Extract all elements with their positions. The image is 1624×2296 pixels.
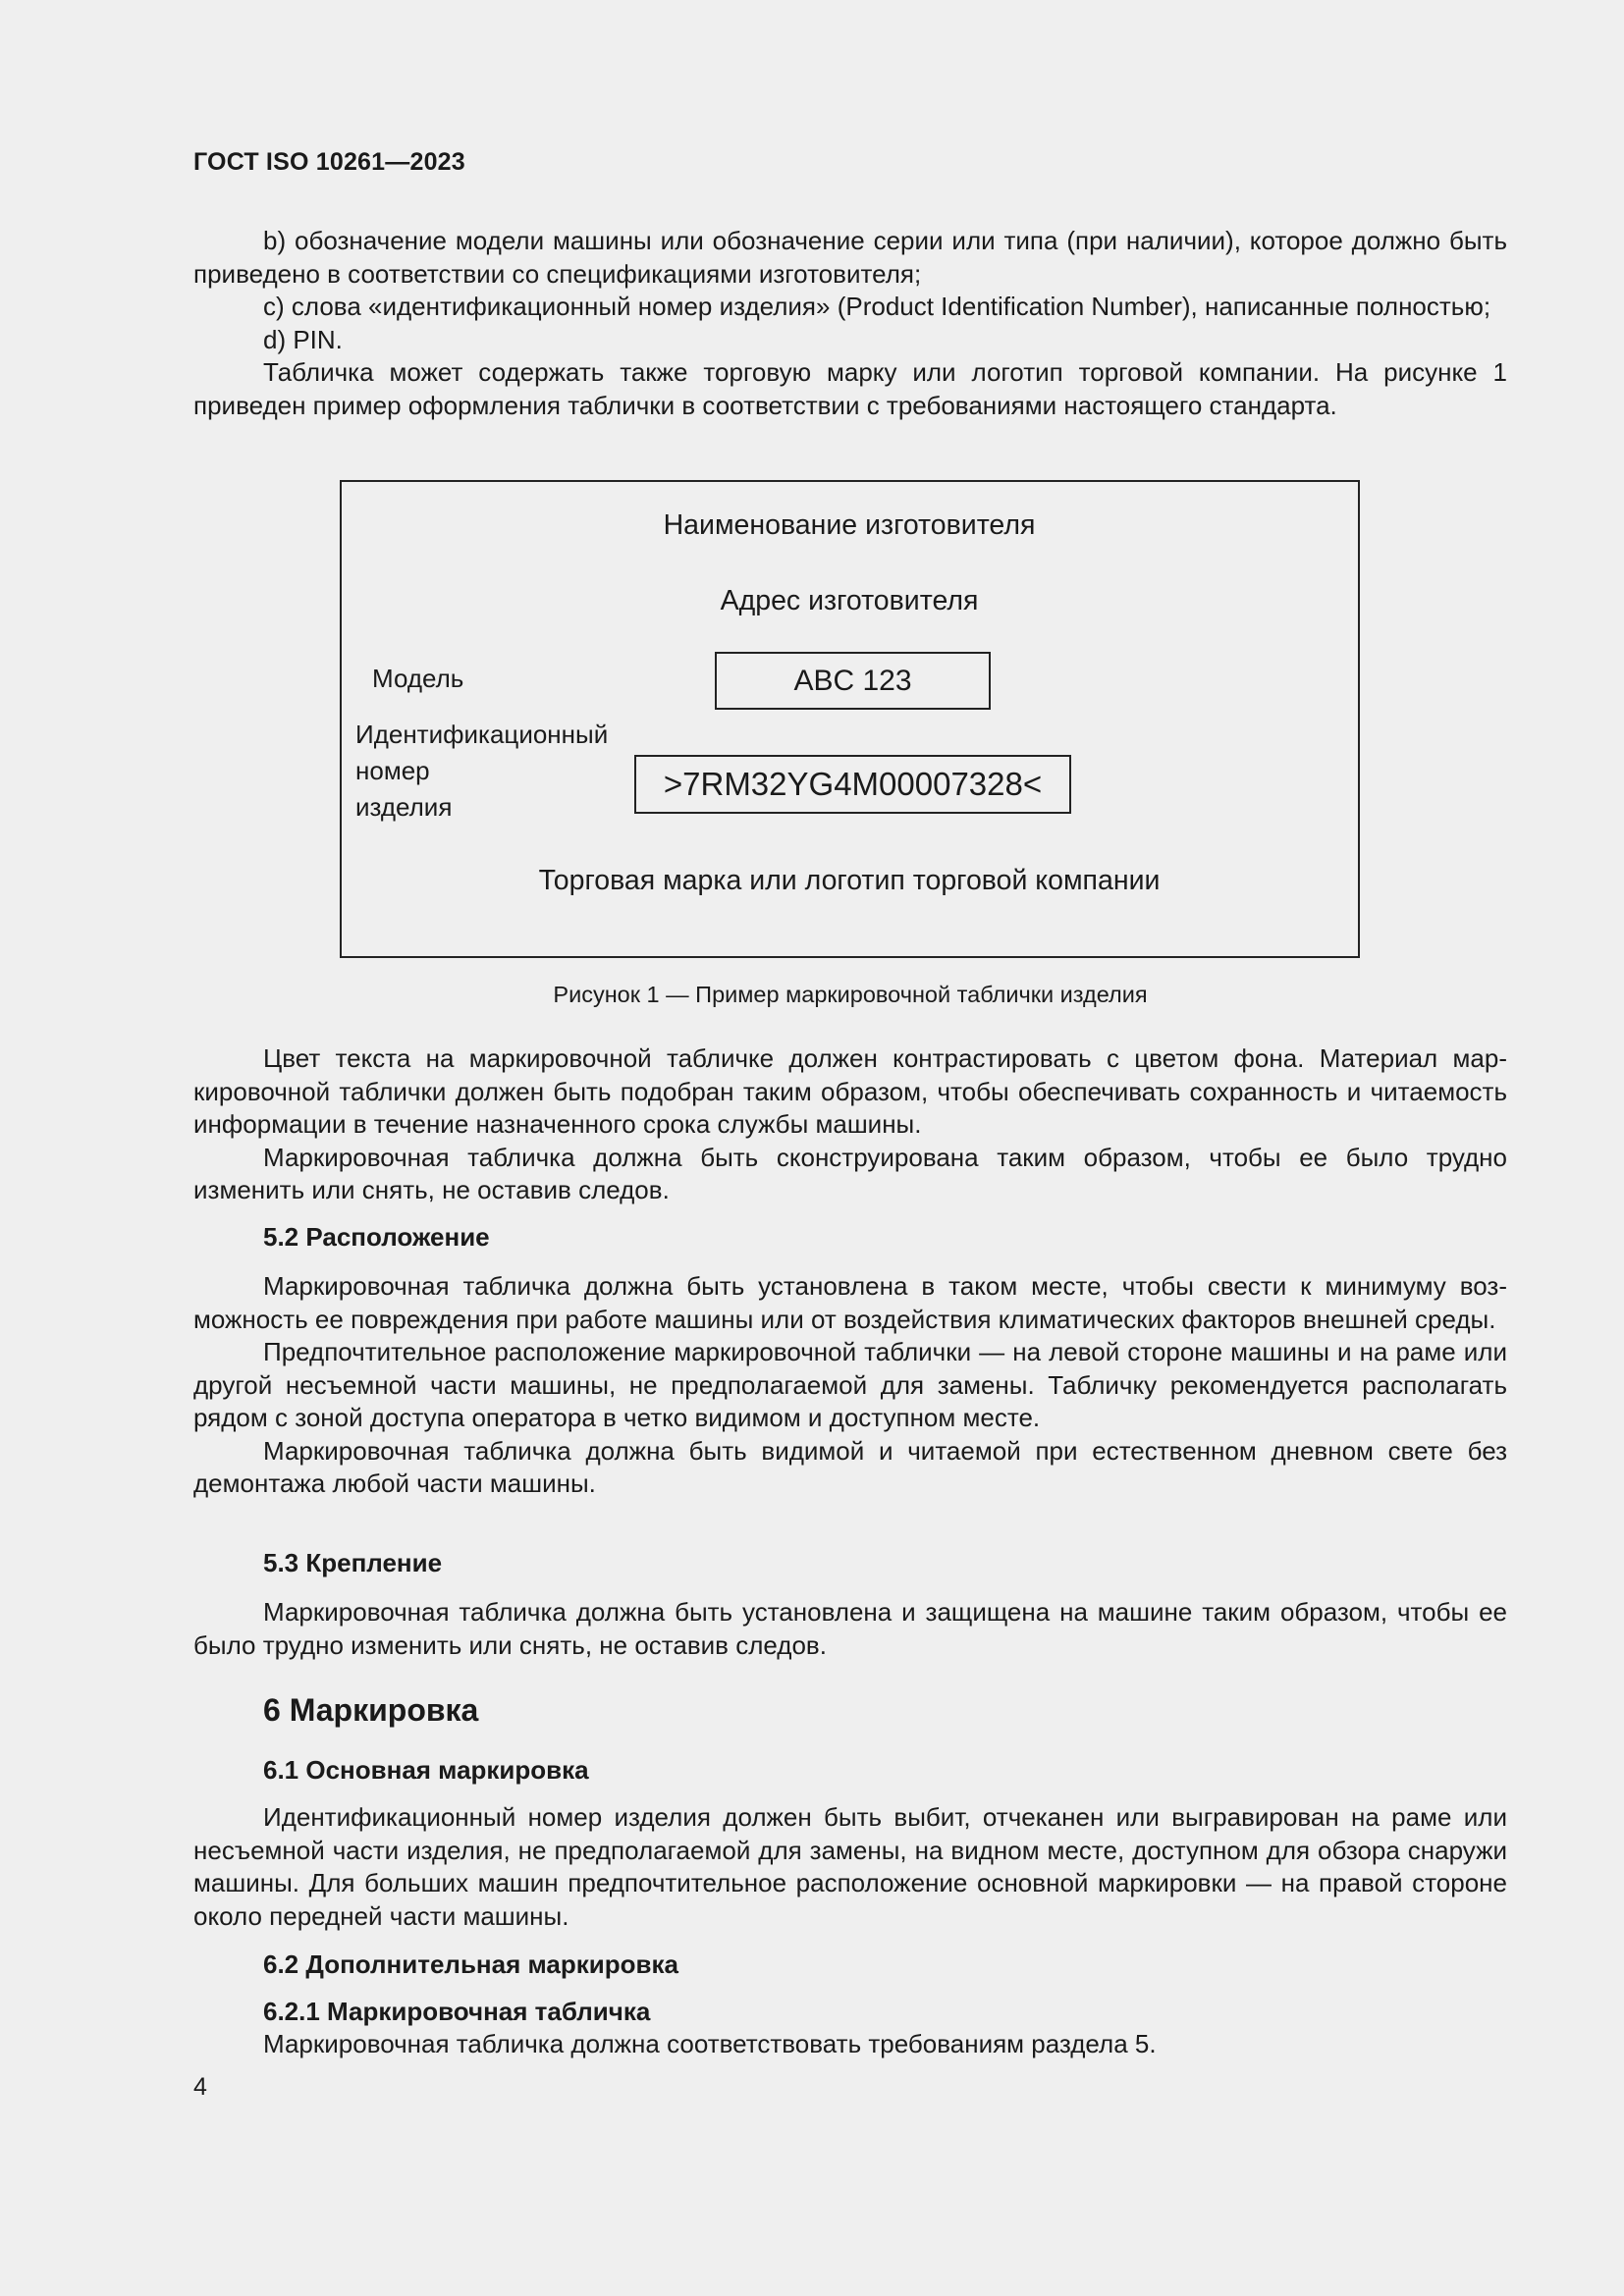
page-number: 4 bbox=[193, 2073, 207, 2101]
document-header: ГОСТ ISO 10261—2023 bbox=[193, 148, 465, 176]
manufacturer-address: Адрес изготовителя bbox=[720, 585, 979, 616]
paragraph: Табличка может содержать также торговую марку или логотип торговой компании. На рисунке 1 приведен пример оформления таблички в соответствии с требованиями настоящего стандарта. bbox=[193, 357, 1507, 420]
paragraph: Маркировочная табличка должна быть видимой и читаемой при естественном дневном свете без демонтажа любой части машины. bbox=[193, 1435, 1507, 1498]
pin-label-line3: изделия bbox=[355, 792, 453, 822]
section-6-title: 6 Маркировка bbox=[263, 1692, 479, 1728]
list-item: c) слова «идентификационный номер изделия» (Product Identification Number), написанные полностью; bbox=[263, 292, 1491, 321]
paragraph: Маркировочная табличка должна соответствовать требованиям раздела 5. bbox=[263, 2029, 1157, 2058]
model-label: Модель bbox=[372, 664, 464, 693]
pin-value: >7RM32YG4M00007328< bbox=[663, 766, 1043, 802]
paragraph: Цвет текста на маркировочной табличке должен контрастировать с цветом фона. Материал маркировочной таблички должен быть подобран таким образом, чтобы обеспечивать сохранность и читаемость информации в течение назначенного срока службы машины. bbox=[193, 1043, 1507, 1139]
section-5-3-title: 5.3 Крепление bbox=[263, 1548, 443, 1577]
section-5-2-body bbox=[193, 1270, 1507, 1501]
intro-list bbox=[193, 225, 1507, 422]
section-5-3-body bbox=[193, 1596, 1507, 1662]
pin-label-line2: номер bbox=[355, 756, 430, 785]
section-6-2-1-title: 6.2.1 Маркировочная табличка bbox=[263, 1997, 651, 2026]
paragraph: Идентификационный номер изделия должен быть выбит, отчеканен или выгравирован на раме или несъемной части изделия, не предполагаемой для замены, на видном месте, доступном для обзора снаружи машины. Для больших машин предпочтительное расположение основной маркировки — на правой стороне около передней части машины. bbox=[193, 1802, 1507, 1931]
paragraph: Маркировочная табличка должна быть установлена в таком месте, чтобы свести к минимуму возможность ее повреждения при работе машины или от воздействия климатических факторов внешней среды. bbox=[193, 1271, 1507, 1334]
pin-value-box bbox=[634, 755, 1071, 814]
section-5-2-title: 5.2 Расположение bbox=[263, 1222, 490, 1252]
pin-label-line1: Идентификационный bbox=[355, 720, 609, 749]
nameplate-figure bbox=[340, 480, 1360, 958]
figure-caption: Рисунок 1 — Пример маркировочной таблички изделия bbox=[553, 982, 1148, 1007]
figure-followup bbox=[193, 1042, 1507, 1207]
section-6-1-body bbox=[193, 1801, 1507, 1933]
paragraph: Маркировочная табличка должна быть установлена и защищена на машине таким образом, чтобы ее было трудно изменить или снять, не оставив следов. bbox=[193, 1597, 1507, 1660]
paragraph: Маркировочная табличка должна быть сконструирована таким образом, чтобы ее было трудно изменить или снять, не оставив следов. bbox=[193, 1142, 1507, 1204]
model-value-box bbox=[715, 652, 991, 710]
trademark-text: Торговая марка или логотип торговой компании bbox=[538, 865, 1161, 896]
section-6-2-1-body bbox=[193, 2028, 1507, 2061]
section-6-2-title: 6.2 Дополнительная маркировка bbox=[263, 1949, 678, 1979]
model-value: ABC 123 bbox=[793, 664, 912, 697]
section-6-1-title: 6.1 Основная маркировка bbox=[263, 1755, 589, 1785]
list-item: d) PIN. bbox=[263, 324, 343, 354]
manufacturer-name: Наименование изготовителя bbox=[663, 509, 1036, 541]
list-item: b) обозначение модели машины или обозначение серии или типа (при наличии), которое должно быть приведено в соответствии со спецификациями изготовителя; bbox=[193, 226, 1507, 289]
paragraph: Предпочтительное расположение маркировочной таблички — на левой стороне машины и на раме или другой несъемной части машины, не предполагаемой для замены. Табличку рекомендуется располагать рядом с зоной доступа оператора в четко видимом и доступном месте. bbox=[193, 1337, 1507, 1432]
